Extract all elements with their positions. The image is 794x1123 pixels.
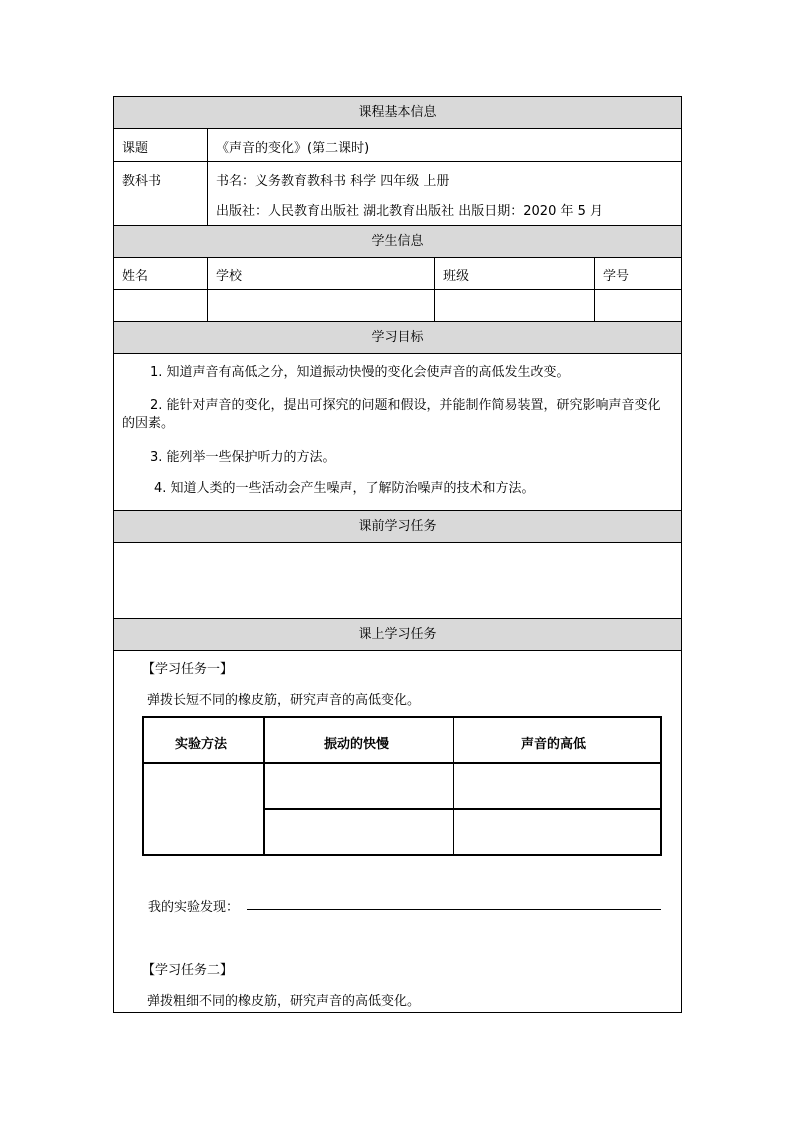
class-cell [434,258,594,289]
student-info-header-text: 学生信息 [371,234,424,249]
vibration-cell[interactable] [265,764,453,808]
experiment-table [142,716,662,856]
topic-value: 《声音的变化》(第二课时) [216,141,370,156]
objective-item: 4. 知道人类的一些活动会产生噪声，了解防治噪声的技术和方法。 [154,481,535,496]
objective-item: 3. 能列举一些保护听力的方法。 [150,450,336,465]
name-label: 姓名 [122,269,149,284]
objective-item: 1. 知道声音有高低之分，知道振动快慢的变化会使声音的高低发生改变。 [150,365,570,380]
textbook-value-cell [207,162,681,225]
column-header-pitch: 声音的高低 [521,737,587,752]
textbook-line2: 出版社：人民教育出版社 湖北教育出版社 出版日期：2020 年 5 月 [216,204,604,219]
class-input-cell[interactable] [434,290,594,321]
pre-class-body[interactable] [114,543,681,619]
textbook-label: 教科书 [122,174,162,189]
in-class-header-text: 课上学习任务 [358,627,437,642]
name-input-cell[interactable] [114,290,207,321]
pitch-cell[interactable] [454,810,660,854]
topic-value-cell [207,129,681,161]
student-labels-row [114,258,681,290]
school-input-cell[interactable] [207,290,434,321]
task2-title: 【学习任务二】 [142,963,234,978]
pre-class-header-text: 课前学习任务 [358,519,437,534]
student-values-row [114,290,681,322]
pre-class-header [114,511,681,543]
textbook-line1: 书名：义务教育教科书 科学 四年级 上册 [216,174,450,189]
id-input-cell[interactable] [594,290,681,321]
objectives-header-text: 学习目标 [371,330,424,345]
objective-item: 2. 能针对声音的变化，提出可探究的问题和假设，并能制作简易装置，研究影响声音变化的因素。 [122,398,661,431]
textbook-row [114,162,681,226]
in-class-header [114,619,681,651]
course-info-header [114,97,681,129]
topic-row [114,129,681,162]
class-label: 班级 [443,269,470,284]
method-cell[interactable] [144,764,263,854]
id-cell [594,258,681,289]
finding-answer-line[interactable] [247,909,661,910]
school-label: 学校 [216,269,243,284]
worksheet-table [113,96,682,1013]
course-info-header-text: 课程基本信息 [358,105,437,120]
column-header-method: 实验方法 [175,737,228,752]
task1-description: 弹拨长短不同的橡皮筋，研究声音的高低变化。 [147,693,421,708]
column-header-vibration: 振动的快慢 [324,737,390,752]
pitch-cell[interactable] [454,764,660,808]
id-label: 学号 [603,269,630,284]
objectives-header [114,322,681,354]
finding-label: 我的实验发现： [148,900,240,915]
student-info-header [114,226,681,258]
task2-description: 弹拨粗细不同的橡皮筋，研究声音的高低变化。 [147,994,421,1009]
task1-title: 【学习任务一】 [142,662,234,677]
school-cell [207,258,434,289]
objectives-body [114,354,681,511]
topic-label: 课题 [122,141,149,156]
vibration-cell[interactable] [265,810,453,854]
